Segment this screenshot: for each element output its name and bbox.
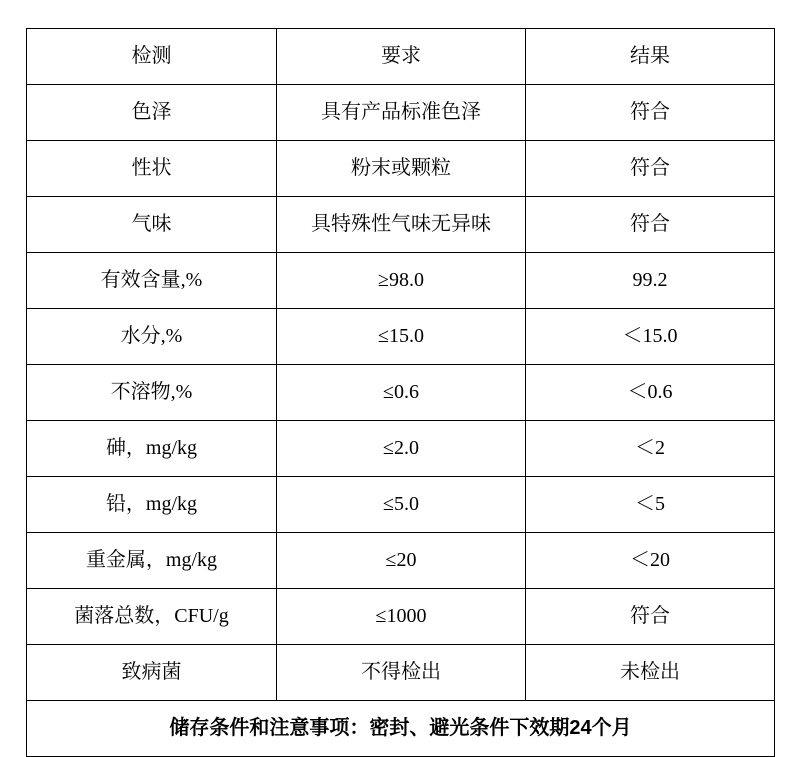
- table-row: [27, 589, 775, 645]
- cell-item: 铅，mg/kg: [27, 477, 277, 533]
- cell-result: 符合: [526, 197, 775, 253]
- cell-item: 重金属，mg/kg: [27, 533, 277, 589]
- cell-result: 未检出: [526, 645, 775, 701]
- cell-requirement: ≤15.0: [277, 309, 526, 365]
- table-row: [27, 85, 775, 141]
- cell-result: ＜20: [526, 533, 775, 589]
- cell-result: 99.2: [526, 253, 775, 309]
- column-header-result: 结果: [526, 29, 775, 85]
- cell-requirement: 具有产品标准色泽: [277, 85, 526, 141]
- cell-requirement: 粉末或颗粒: [277, 141, 526, 197]
- cell-requirement: ≤2.0: [277, 421, 526, 477]
- cell-item: 不溶物,%: [27, 365, 277, 421]
- table-footer-row: [27, 701, 775, 757]
- column-header-item: 检测: [27, 29, 277, 85]
- cell-requirement: ≥98.0: [277, 253, 526, 309]
- storage-note: 储存条件和注意事项：密封、避光条件下效期24个月: [27, 701, 775, 757]
- table-row: [27, 141, 775, 197]
- table-row: [27, 309, 775, 365]
- cell-result: ＜0.6: [526, 365, 775, 421]
- cell-result: ＜15.0: [526, 309, 775, 365]
- cell-result: ＜5: [526, 477, 775, 533]
- cell-requirement: 不得检出: [277, 645, 526, 701]
- cell-requirement: ≤0.6: [277, 365, 526, 421]
- cell-result: 符合: [526, 85, 775, 141]
- cell-item: 性状: [27, 141, 277, 197]
- cell-item: 菌落总数，CFU/g: [27, 589, 277, 645]
- cell-item: 砷，mg/kg: [27, 421, 277, 477]
- table-row: [27, 533, 775, 589]
- cell-requirement: ≤5.0: [277, 477, 526, 533]
- table-row: [27, 197, 775, 253]
- specification-table: [26, 28, 775, 757]
- cell-item: 有效含量,%: [27, 253, 277, 309]
- table-row: [27, 421, 775, 477]
- cell-requirement: ≤20: [277, 533, 526, 589]
- cell-result: 符合: [526, 589, 775, 645]
- cell-result: ＜2: [526, 421, 775, 477]
- cell-item: 水分,%: [27, 309, 277, 365]
- cell-item: 致病菌: [27, 645, 277, 701]
- cell-item: 色泽: [27, 85, 277, 141]
- table-row: [27, 253, 775, 309]
- cell-result: 符合: [526, 141, 775, 197]
- table-row: [27, 477, 775, 533]
- cell-requirement: 具特殊性气味无异味: [277, 197, 526, 253]
- cell-item: 气味: [27, 197, 277, 253]
- table-row: [27, 645, 775, 701]
- cell-requirement: ≤1000: [277, 589, 526, 645]
- table-row: [27, 365, 775, 421]
- table-header-row: [27, 29, 775, 85]
- column-header-requirement: 要求: [277, 29, 526, 85]
